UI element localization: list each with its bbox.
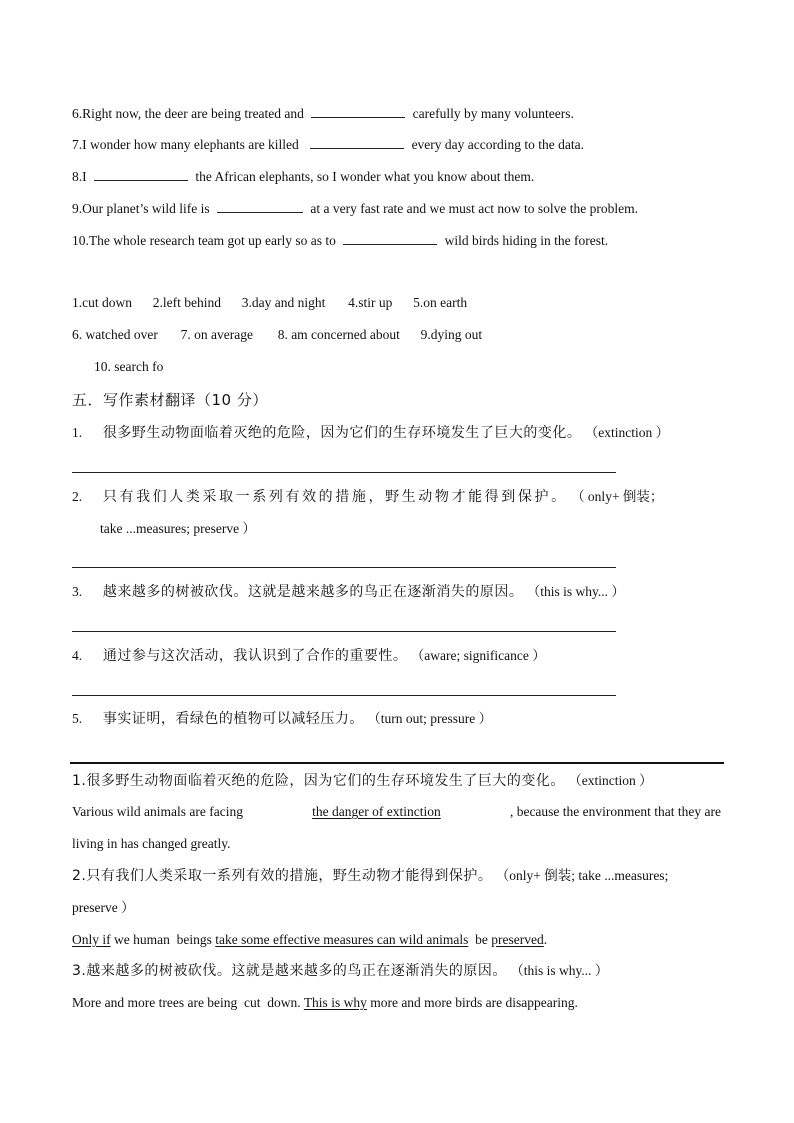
answer-line[interactable] <box>72 695 616 696</box>
answer-blank[interactable] <box>217 199 303 213</box>
answer-text: More and more trees are being cut down. <box>72 995 304 1010</box>
question-text: at a very fast rate and we must act now to solve the problem. <box>310 201 639 216</box>
question-text: 7.I wonder how many elephants are killed <box>72 137 299 152</box>
question-9 <box>72 199 638 218</box>
answer-key-item: 3.day and night <box>241 295 326 310</box>
translation-item-4 <box>72 647 546 665</box>
answer-question-hint: （only+ 倒装; take ...measures; <box>495 868 669 883</box>
question-text: 6.Right now, the deer are being treated and <box>72 106 304 121</box>
item-number: 4. <box>72 648 83 663</box>
question-7 <box>72 135 584 154</box>
answer-2-line <box>72 931 547 949</box>
answer-key-item: 4.stir up <box>348 295 393 310</box>
translation-item-3 <box>72 583 625 601</box>
item-number: 3. <box>72 584 83 599</box>
answer-blank[interactable] <box>311 104 405 118</box>
answer-text: more and more birds are disappearing. <box>366 995 578 1010</box>
answer-2-question <box>72 867 668 885</box>
answer-line[interactable] <box>72 631 616 632</box>
answer-key-row-2 <box>72 326 482 344</box>
answer-question-hint: （this is why... ） <box>510 963 609 978</box>
item-chinese-text: 通过参与这次活动，我认识到了合作的重要性。 <box>102 648 408 664</box>
question-text: 9.Our planet’s wild life is <box>72 201 210 216</box>
answer-key-item: 9.dying out <box>420 327 483 342</box>
item-chinese-text: 事实证明，看绿色的植物可以减轻压力。 <box>102 711 364 727</box>
answer-text: Various wild animals are facing <box>72 804 243 819</box>
section-divider <box>70 762 724 764</box>
section-heading: 五．写作素材翻译（10 分） <box>72 391 268 409</box>
answer-key-item: 10. search fo <box>94 359 164 374</box>
question-text: carefully by many volunteers. <box>412 106 574 121</box>
translation-item-2 <box>72 488 663 506</box>
question-6 <box>72 104 574 123</box>
item-hint: （this is why... ） <box>526 584 625 599</box>
item-hint: （extinction ） <box>584 425 670 440</box>
answer-3-question <box>72 962 608 980</box>
answer-highlight: This is why <box>303 995 367 1010</box>
answer-blank[interactable] <box>310 135 404 149</box>
item-hint: （turn out; pressure ） <box>367 711 493 726</box>
answer-key-item: 6. watched over <box>72 327 158 342</box>
answer-blank[interactable] <box>94 167 188 181</box>
answer-highlight: preserved <box>491 932 544 947</box>
answer-line[interactable] <box>72 472 616 473</box>
item-chinese-text: 越来越多的树被砍伐。这就是越来越多的鸟正在逐渐消失的原因。 <box>102 584 524 600</box>
question-text: every day according to the data. <box>411 137 584 152</box>
question-10 <box>72 231 608 250</box>
answer-key-item: 2.left behind <box>152 295 221 310</box>
answer-1-line-1 <box>72 803 721 821</box>
answer-key-item: 8. am concerned about <box>277 327 400 342</box>
answer-question-text: 3.越来越多的树被砍伐。这就是越来越多的鸟正在逐渐消失的原因。 <box>72 963 507 979</box>
item-number: 5. <box>72 711 83 726</box>
question-text: wild birds hiding in the forest. <box>444 233 609 248</box>
answer-1-line-2: living in has changed greatly. <box>72 836 231 851</box>
answer-line[interactable] <box>72 567 616 568</box>
answer-blank[interactable] <box>343 231 437 245</box>
answer-text: , because the environment that they are <box>509 804 721 819</box>
answer-question-text: 1.很多野生动物面临着灭绝的危险，因为它们的生存环境发生了巨大的变化。 <box>72 773 565 789</box>
question-text: 10.The whole research team got up early so as to <box>72 233 336 248</box>
answer-1-question <box>72 772 653 790</box>
item-chinese-text: 只有我们人类采取一系列有效的措施，野生动物才能得到保护。 <box>102 489 568 505</box>
item-chinese-text: 很多野生动物面临着灭绝的危险，因为它们的生存环境发生了巨大的变化。 <box>102 425 582 441</box>
item-hint: （aware; significance ） <box>410 648 546 663</box>
answer-question-text: 2.只有我们人类采取一系列有效的措施，野生动物才能得到保护。 <box>72 868 493 884</box>
item-number: 1. <box>72 425 83 440</box>
question-text: 8.I <box>72 169 87 184</box>
answer-2-question-cont: preserve ） <box>72 900 135 915</box>
item-number: 2. <box>72 489 83 504</box>
answer-highlight: Only if <box>72 932 111 947</box>
answer-text: . <box>543 932 548 947</box>
translation-item-1 <box>72 424 669 442</box>
item-hint: （ only+ 倒装； <box>571 489 664 504</box>
answer-question-hint: （extinction ） <box>568 773 653 788</box>
answer-text: we human beings <box>110 932 216 947</box>
answer-key-item: 1.cut down <box>72 295 132 310</box>
question-8 <box>72 167 534 186</box>
answer-3-line <box>72 994 578 1012</box>
answer-text: be <box>468 932 492 947</box>
answer-key-row-3 <box>94 358 163 376</box>
answer-highlight: the danger of extinction <box>312 804 441 819</box>
item-hint-continued: take ...measures; preserve ） <box>100 521 256 536</box>
answer-key-row-1 <box>72 294 467 312</box>
question-text: the African elephants, so I wonder what you know about them. <box>195 169 535 184</box>
translation-item-5 <box>72 710 492 728</box>
answer-key-item: 5.on earth <box>413 295 468 310</box>
answer-key-item: 7. on average <box>180 327 253 342</box>
answer-highlight: take some effective measures can wild animals <box>215 932 469 947</box>
